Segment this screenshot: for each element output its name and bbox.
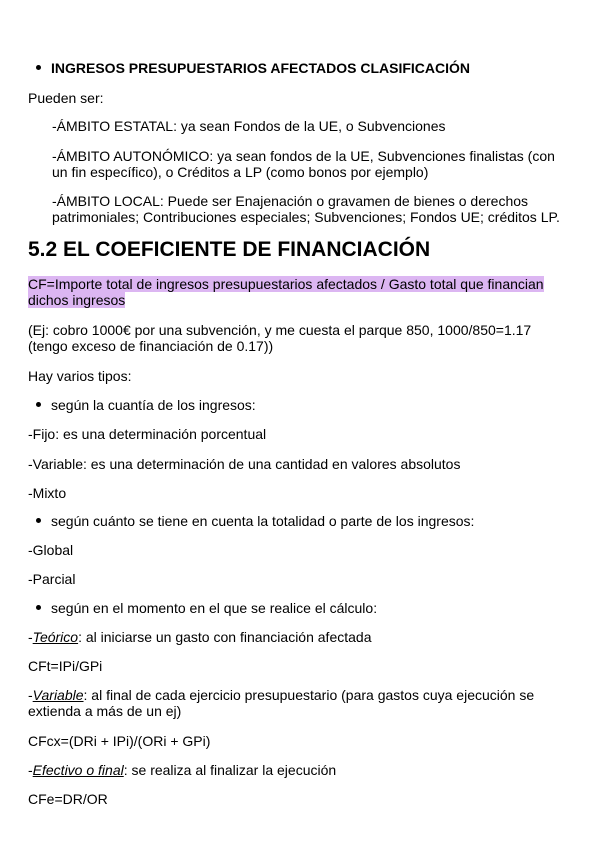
parcial-text: -Parcial — [28, 571, 76, 587]
bullet-totalidad — [36, 513, 576, 529]
cfe-formula: CFe=DR/OR — [28, 791, 108, 807]
bullet-cuantia-text: según la cuantía de los ingresos: — [51, 397, 256, 413]
bullet-momento — [36, 600, 576, 616]
mixto-text: -Mixto — [28, 485, 67, 501]
ambito-autonomico-text: -ÁMBITO AUTONÓMICO: ya sean fondos de la UE, Subvenciones finalistas (con un fin específico), o Créditos a LP (como bonos por ejemplo) — [52, 148, 555, 180]
bullet-icon — [36, 65, 41, 70]
teorico-description: : al iniciarse un gasto con financiación afectada — [78, 629, 372, 645]
fijo-text: -Fijo: es una determinación porcentual — [28, 426, 267, 442]
bullet-icon — [36, 518, 41, 523]
teorico-line — [28, 629, 573, 645]
bullet-cuantia — [36, 397, 576, 413]
variable-line — [28, 687, 548, 719]
example-text: (Ej: cobro 1000€ por una subvención, y me cuesta el parque 850, 1000/850=1.17 (tengo exceso de financiación de 0.17)) — [28, 322, 532, 354]
variable-description: : al final de cada ejercicio presupuestario (para gastos cuya ejecución se extienda a más de un ej) — [28, 687, 535, 719]
bullet-icon — [36, 605, 41, 610]
cf-formula-text — [28, 276, 563, 308]
bullet-icon — [36, 402, 41, 407]
bullet-momento-text: según en el momento en el que se realice el cálculo: — [51, 600, 378, 616]
ambito-estatal-text: -ÁMBITO ESTATAL: ya sean Fondos de la UE, o Subvenciones — [52, 118, 446, 134]
teorico-label: Teórico — [32, 629, 79, 645]
variable-amount-text: -Variable: es una determinación de una cantidad en valores absolutos — [28, 456, 461, 472]
efectivo-description: : se realiza al finalizar la ejecución — [123, 762, 337, 778]
cf-formula-highlight: CF=Importe total de ingresos presupuestarios afectados / Gasto total que financian dichos ingresos — [28, 276, 544, 308]
cft-formula: CFt=IPi/GPi — [28, 658, 103, 674]
efectivo-line — [28, 762, 573, 778]
affected-income-title: INGRESOS PRESUPUESTARIOS AFECTADOS CLASIFICACIÓN — [51, 60, 470, 76]
global-text: -Global — [28, 542, 74, 558]
cfcx-formula: CFcx=(DRi + IPi)/(ORi + GPi) — [28, 733, 211, 749]
dash: - — [28, 687, 33, 703]
dash: - — [28, 629, 33, 645]
efectivo-label: Efectivo o final — [32, 762, 124, 778]
bullet-affected-income — [36, 60, 576, 76]
section-heading-5-2: 5.2 EL COEFICIENTE DE FINANCIACIÓN — [28, 238, 431, 261]
bullet-totalidad-text: según cuánto se tiene en cuenta la totalidad o parte de los ingresos: — [51, 513, 475, 529]
dash: - — [28, 762, 33, 778]
ambito-local-text: -ÁMBITO LOCAL: Puede ser Enajenación o gravamen de bienes o derechos patrimoniales; Contribuciones especiales; Subvenciones; Fondos UE; créditos LP. — [52, 193, 560, 225]
variable-label: Variable — [32, 687, 84, 703]
pueden-ser-text: Pueden ser: — [28, 90, 104, 106]
tipos-intro-text: Hay varios tipos: — [28, 368, 132, 384]
